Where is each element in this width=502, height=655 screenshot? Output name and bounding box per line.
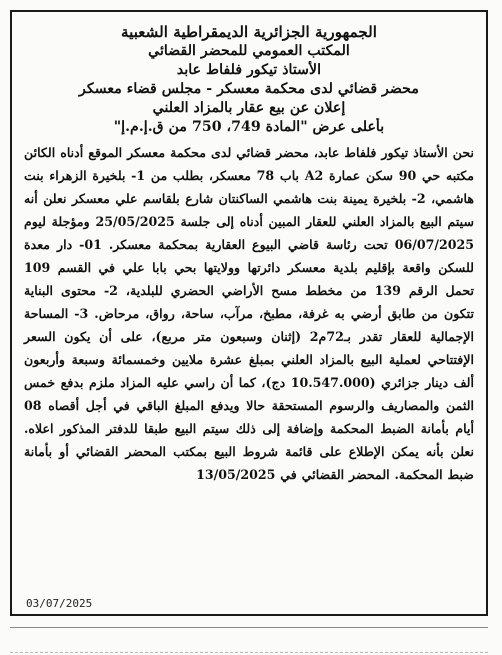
office-heading: المكتب العمومي للمحضر القضائي	[148, 43, 350, 59]
publication-date: 03/07/2025	[26, 597, 93, 610]
bailiff-name: الأستاذ تيكور فلفاط عابد	[176, 62, 322, 78]
republic-heading: الجمهورية الجزائرية الديمقراطية الشعبية	[120, 23, 378, 41]
legal-basis: بأعلى عرض "المادة 749، 750 من ق.إ.م.إ"	[113, 119, 385, 135]
page-edge-rule	[10, 652, 488, 653]
notice-body: نحن الأستاذ تيكور فلفاط عابد، محضر قضائي لدى محكمة معسكر الموقع أدناه الكائن مكتبه حي 90 سكن عمارة A2 باب 78 معسكر، بطلب من 1- بلخيرة الزهراء بنت هاشمي، 2- بلخيرة يمينة بنت هاشمي الساكنتان شارع بلقاسم علي معسكر نعلن أنه سيتم البيع بالمزاد العلني للعقار المبين أدناه إلى جلسة 25/05/2025 ومؤجلة ليوم 06/07/2025 تحت رئاسة قاضي البيوع العقارية بمحكمة معسكر. 01- دار معدة للسكن واقعة بإقليم بلدية معسكر دائرتها وولايتها بحي بابا علي في القسم 109 تحمل الرقم 139 من مخطط مسح الأراضي الحضري للبلدية، 2- محتوى البناية تتكون من طابق أرضي به غرفة، مطبخ، مرآب، ساحة، رواق، مرحاض. 3- المساحة الإجمالية للعقار تقدر بـ72م2 (إثنان وسبعون متر مربع)، على أن يكون السعر الإفتتاحي لعملية البيع بالمزاد العلني بمبلغ عشرة ملايين وخمسمائة وسبعة وأربعون ألف دينار جزائري (10.547.000 دج)، كما أن راسي عليه المزاد ملزم بدفع خمس الثمن والمصاريف والرسوم المستحقة حالا ويدفع المبلغ الباقي في أجل أقصاه 08 أيام بأمانة الضبط المحكمة وإضافة إلى ذلك سيتم البيع طبقا للدفتر المذكور اعلاه. نعلن بأنه يمكن الإطلاع على قائمة شروط البيع بمكتب المحضر القضائي أو بأمانة ضبط المحكمة. المحضر القضائي في 13/05/2025	[24, 145, 475, 482]
notice-title: إعلان عن بيع عقار بالمزاد العلني	[152, 100, 346, 116]
legal-notice-box	[10, 10, 488, 616]
court-heading: محضر قضائي لدى محكمة معسكر - مجلس قضاء معسكر	[79, 81, 419, 97]
bottom-rule	[10, 627, 488, 628]
